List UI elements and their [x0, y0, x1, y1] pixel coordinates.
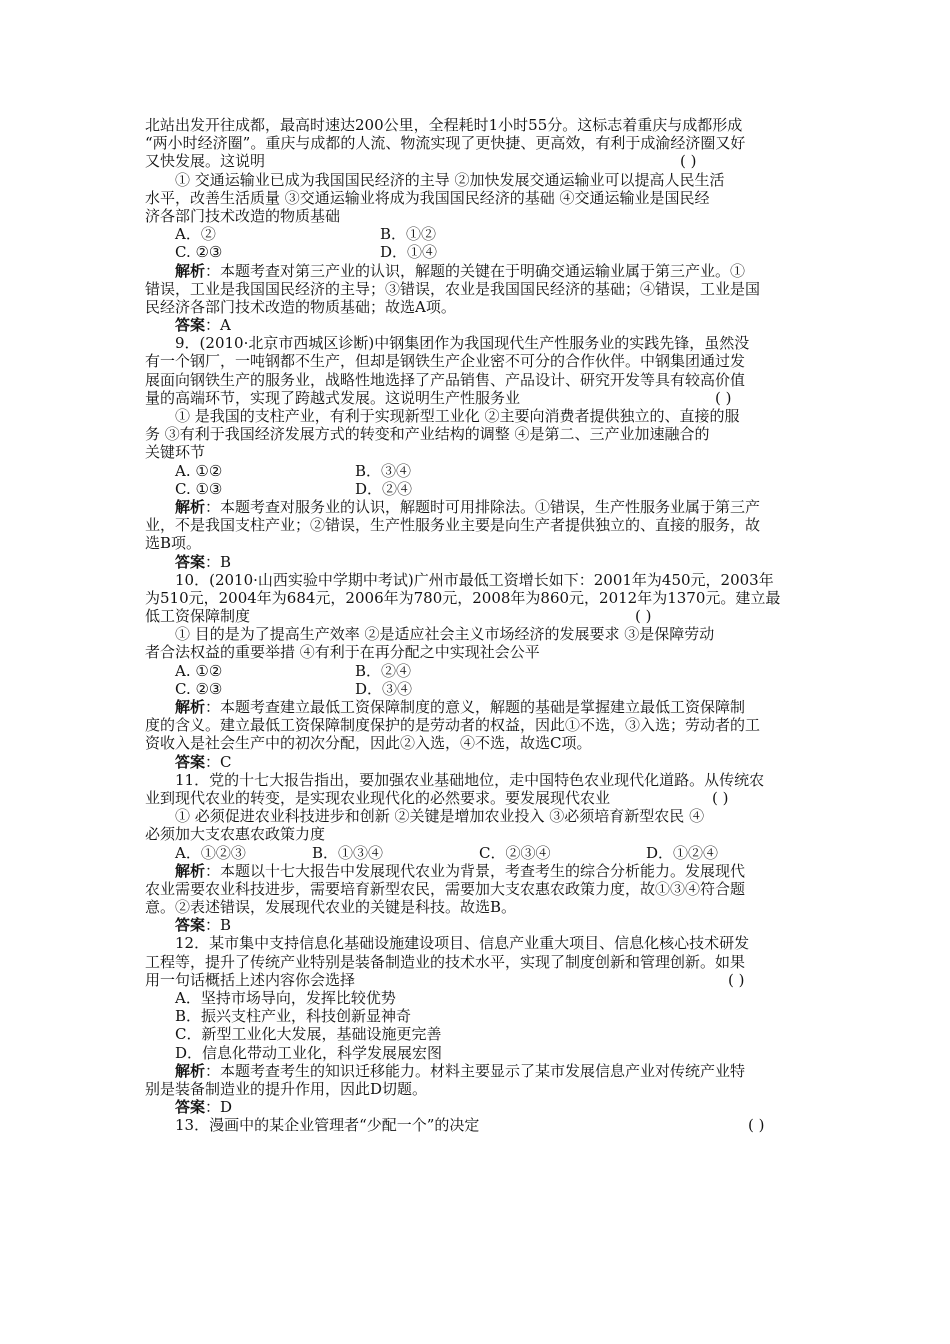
- q12-option-b: B．振兴支柱产业，科技创新显神奇: [175, 1007, 412, 1026]
- q8-analysis-label: 解析: [175, 261, 206, 280]
- q11-analysis-1: [145, 862, 810, 880]
- q9-answer: [145, 553, 810, 571]
- q11-answer-value: ：B: [205, 916, 232, 935]
- q8-option-c: C. ②③: [175, 243, 223, 262]
- q11-analysis-3: 意。②表述错误，发展现代农业的关键是科技。故选B。: [145, 898, 517, 917]
- q11-line-2-text: 业到现代农业的转变，是实现农业现代化的必然要求。要发展现代农业: [145, 788, 611, 807]
- q9-analysis-text-1: ：本题考查对服务业的认识，解题时可用排除法。①错误，生产性服务业属于第三产: [205, 497, 761, 516]
- q12-line-2: 工程等，提升了传统产业特别是装备制造业的技术水平，实现了制度创新和管理创新。如果: [145, 952, 746, 971]
- q8-option-d: D．①④: [380, 243, 438, 262]
- q10-statement-1: ① 目的是为了提高生产效率 ②是适应社会主义市场经济的发展要求 ③是保障劳动: [175, 625, 715, 644]
- q9-answer-label: 答案: [175, 552, 206, 571]
- q12-option-d: D．信息化带动工业化，科学发展展宏图: [175, 1043, 443, 1062]
- q9-option-c: C. ①③: [175, 479, 223, 498]
- q12-analysis-1: [145, 1062, 810, 1080]
- q8-analysis-2: 错误，工业是我国国民经济的主导；③错误，农业是我国国民经济的基础；④错误，工业是国: [145, 279, 761, 298]
- q11-statement-1: ① 必须促进农业科技进步和创新 ②关键是增加农业投入 ③必须培育新型农民 ④: [175, 807, 705, 826]
- q10-line-3-text: 低工资保障制度: [145, 607, 251, 626]
- q9-statement-2: 务 ③有利于我国经济发展方式的转变和产业结构的调整 ④是第二、三产业加速融合的: [145, 425, 710, 444]
- question-10: [145, 571, 810, 771]
- question-9: [145, 334, 810, 570]
- q9-answer-bracket: ( ): [715, 388, 732, 407]
- q10-option-d: D．③④: [355, 679, 413, 698]
- q8-option-b: B．①②: [380, 225, 437, 244]
- q12-line-3: [145, 971, 810, 989]
- q12-analysis-text-1: ：本题考查考生的知识迁移能力。材料主要显示了某市发展信息产业对传统产业特: [205, 1061, 746, 1080]
- q12-answer-label: 答案: [175, 1098, 206, 1117]
- q11-answer-label: 答案: [175, 916, 206, 935]
- q12-answer-bracket: ( ): [728, 970, 745, 989]
- q9-statement-3: 关键环节: [145, 443, 206, 462]
- q8-analysis-text-1: ：本题考查对第三产业的认识，解题的关键在于明确交通运输业属于第三产业。①: [205, 261, 746, 280]
- q8-option-a: A．②: [175, 225, 216, 244]
- q13-line-text: 13．漫画中的某企业管理者“少配一个”的决定: [175, 1116, 480, 1135]
- q8-line-2: “两小时经济圈”。重庆与成都的人流、物流实现了更快捷、更高效，有利于成渝经济圈又好: [145, 134, 746, 153]
- q8-answer: [145, 316, 810, 334]
- q10-option-c: C. ②③: [175, 679, 223, 698]
- q8-answer-bracket: ( ): [680, 152, 697, 171]
- q10-analysis-1: [145, 698, 810, 716]
- q9-option-d: D．②④: [355, 479, 413, 498]
- q10-line-2: 为510元，2004年为684元，2006年为780元，2008年为860元，2012年为1370元。建立最: [145, 588, 781, 607]
- q10-analysis-3: 资收入是社会生产中的初次分配，因此②入选，④不选，故选C项。: [145, 734, 592, 753]
- q13-answer-bracket: ( ): [748, 1116, 765, 1135]
- q10-analysis-2: 度的含义。建立最低工资保障制度保护的是劳动者的权益，因此①不选，③入选；劳动者的工: [145, 716, 761, 735]
- q11-analysis-text-1: ：本题以十七大报告中发展现代农业为背景，考查考生的综合分析能力。发展现代: [205, 861, 746, 880]
- q11-line-2: [145, 789, 810, 807]
- q12-answer-value: ：D: [205, 1098, 233, 1117]
- q9-line-1: 9．(2010·北京市西城区诊断)中钢集团作为我国现代生产性服务业的实践先锋，虽然没: [175, 334, 750, 353]
- q11-option-b: B．①③④: [312, 843, 384, 862]
- q10-answer-value: ：C: [205, 752, 232, 771]
- q10-answer-label: 答案: [175, 752, 206, 771]
- q8-line-3: [145, 152, 810, 170]
- q11-answer-bracket: ( ): [712, 788, 729, 807]
- q9-line-3: 展面向钢铁生产的服务业，战略性地选择了产品销售、产品设计、研究开发等具有较高价值: [145, 370, 746, 389]
- q11-line-1: 11．党的十七大报告指出，要加强农业基础地位，走中国特色农业现代化道路。从传统农: [175, 770, 765, 789]
- q11-answer: [145, 916, 810, 934]
- question-13: [145, 1116, 810, 1134]
- q10-answer: [145, 753, 810, 771]
- q8-answer-value: ：A: [205, 316, 231, 335]
- q11-analysis-2: 农业需要农业科技进步，需要培育新型农民，需要加大支农惠农政策力度，故①③④符合题: [145, 879, 746, 898]
- q12-line-1: 12．某市集中支持信息化基础设施建设项目、信息产业重大项目、信息化核心技术研发: [175, 934, 750, 953]
- q8-statement-3: 济各部门技术改造的物质基础: [145, 206, 341, 225]
- q9-statement-1: ① 是我国的支柱产业，有利于实现新型工业化 ②主要向消费者提供独立的、直接的服: [175, 407, 740, 425]
- q11-statement-2: 必须加大支农惠农政策力度: [145, 825, 326, 844]
- q9-options-row-1: [145, 462, 810, 480]
- q10-line-3: [145, 607, 810, 625]
- q13-line-1: [145, 1116, 810, 1134]
- q10-line-1: 10．(2010·山西实验中学期中考试)广州市最低工资增长如下：2001年为450元，2003年: [175, 570, 774, 589]
- q10-option-b: B．②④: [355, 661, 412, 680]
- q8-statement-2: 水平，改善生活质量 ③交通运输业将成为我国国民经济的基础 ④交通运输业是国民经: [145, 188, 710, 207]
- q11-option-c: C．②③④: [479, 843, 551, 862]
- q10-option-a: A. ①②: [175, 661, 223, 680]
- q8-options-row-2: [145, 243, 810, 261]
- question-8: [145, 116, 810, 334]
- q12-analysis-2: 别是装备制造业的提升作用，因此D切题。: [145, 1079, 428, 1098]
- q8-options-row-1: [145, 225, 810, 243]
- document-body: [145, 116, 810, 1135]
- q9-line-4: [145, 389, 810, 407]
- q10-statement-2: 者合法权益的重要举措 ④有利于在再分配之中实现社会公平: [145, 643, 540, 662]
- q9-line-2: 有一个钢厂，一吨钢都不生产，但却是钢铁生产企业密不可分的合作伙伴。中钢集团通过发: [145, 352, 746, 371]
- question-12: [145, 934, 810, 1116]
- q9-analysis-3: 选B项。: [145, 534, 202, 553]
- q9-answer-value: ：B: [205, 552, 232, 571]
- q10-options-row-1: [145, 662, 810, 680]
- q9-option-a: A. ①②: [175, 461, 223, 480]
- q11-analysis-label: 解析: [175, 861, 206, 880]
- q9-line-4-text: 量的高端环节，实现了跨越式发展。这说明生产性服务业: [145, 388, 521, 407]
- q12-option-c: C．新型工业化大发展，基础设施更完善: [175, 1025, 442, 1044]
- q8-line-3-text: 又快发展。这说明: [145, 152, 266, 171]
- q8-answer-label: 答案: [175, 316, 206, 335]
- q12-option-a: A．坚持市场导向，发挥比较优势: [175, 989, 396, 1007]
- q9-analysis-1: [145, 498, 810, 516]
- q10-options-row-2: [145, 680, 810, 698]
- q10-answer-bracket: ( ): [635, 607, 652, 626]
- q10-analysis-label: 解析: [175, 698, 206, 716]
- q8-statement-1: ① 交通运输业已成为我国国民经济的主导 ②加快发展交通运输业可以提高人民生活: [175, 170, 725, 189]
- q12-answer: [145, 1098, 810, 1116]
- q9-option-b: B．③④: [355, 461, 412, 480]
- q10-analysis-text-1: ：本题考查建立最低工资保障制度的意义，解题的基础是掌握建立最低工资保障制: [205, 698, 746, 716]
- q12-line-3-text: 用一句话概括上述内容你会选择: [145, 970, 356, 989]
- q12-analysis-label: 解析: [175, 1061, 206, 1080]
- q8-analysis-3: 民经济各部门技术改造的物质基础；故选A项。: [145, 297, 456, 316]
- q9-analysis-2: 业，不是我国支柱产业；②错误，生产性服务业主要是向生产者提供独立的、直接的服务，故: [145, 516, 761, 535]
- q8-line-1: 北站出发开往成都，最高时速达200公里，全程耗时1小时55分。这标志着重庆与成都形成: [145, 116, 743, 134]
- question-11: [145, 771, 810, 935]
- q8-analysis-1: [145, 262, 810, 280]
- q9-options-row-2: [145, 480, 810, 498]
- q11-option-a: A．①②③: [175, 843, 246, 862]
- q11-options-row: [145, 844, 810, 862]
- q9-analysis-label: 解析: [175, 497, 206, 516]
- q11-option-d: D．①②④: [646, 843, 719, 862]
